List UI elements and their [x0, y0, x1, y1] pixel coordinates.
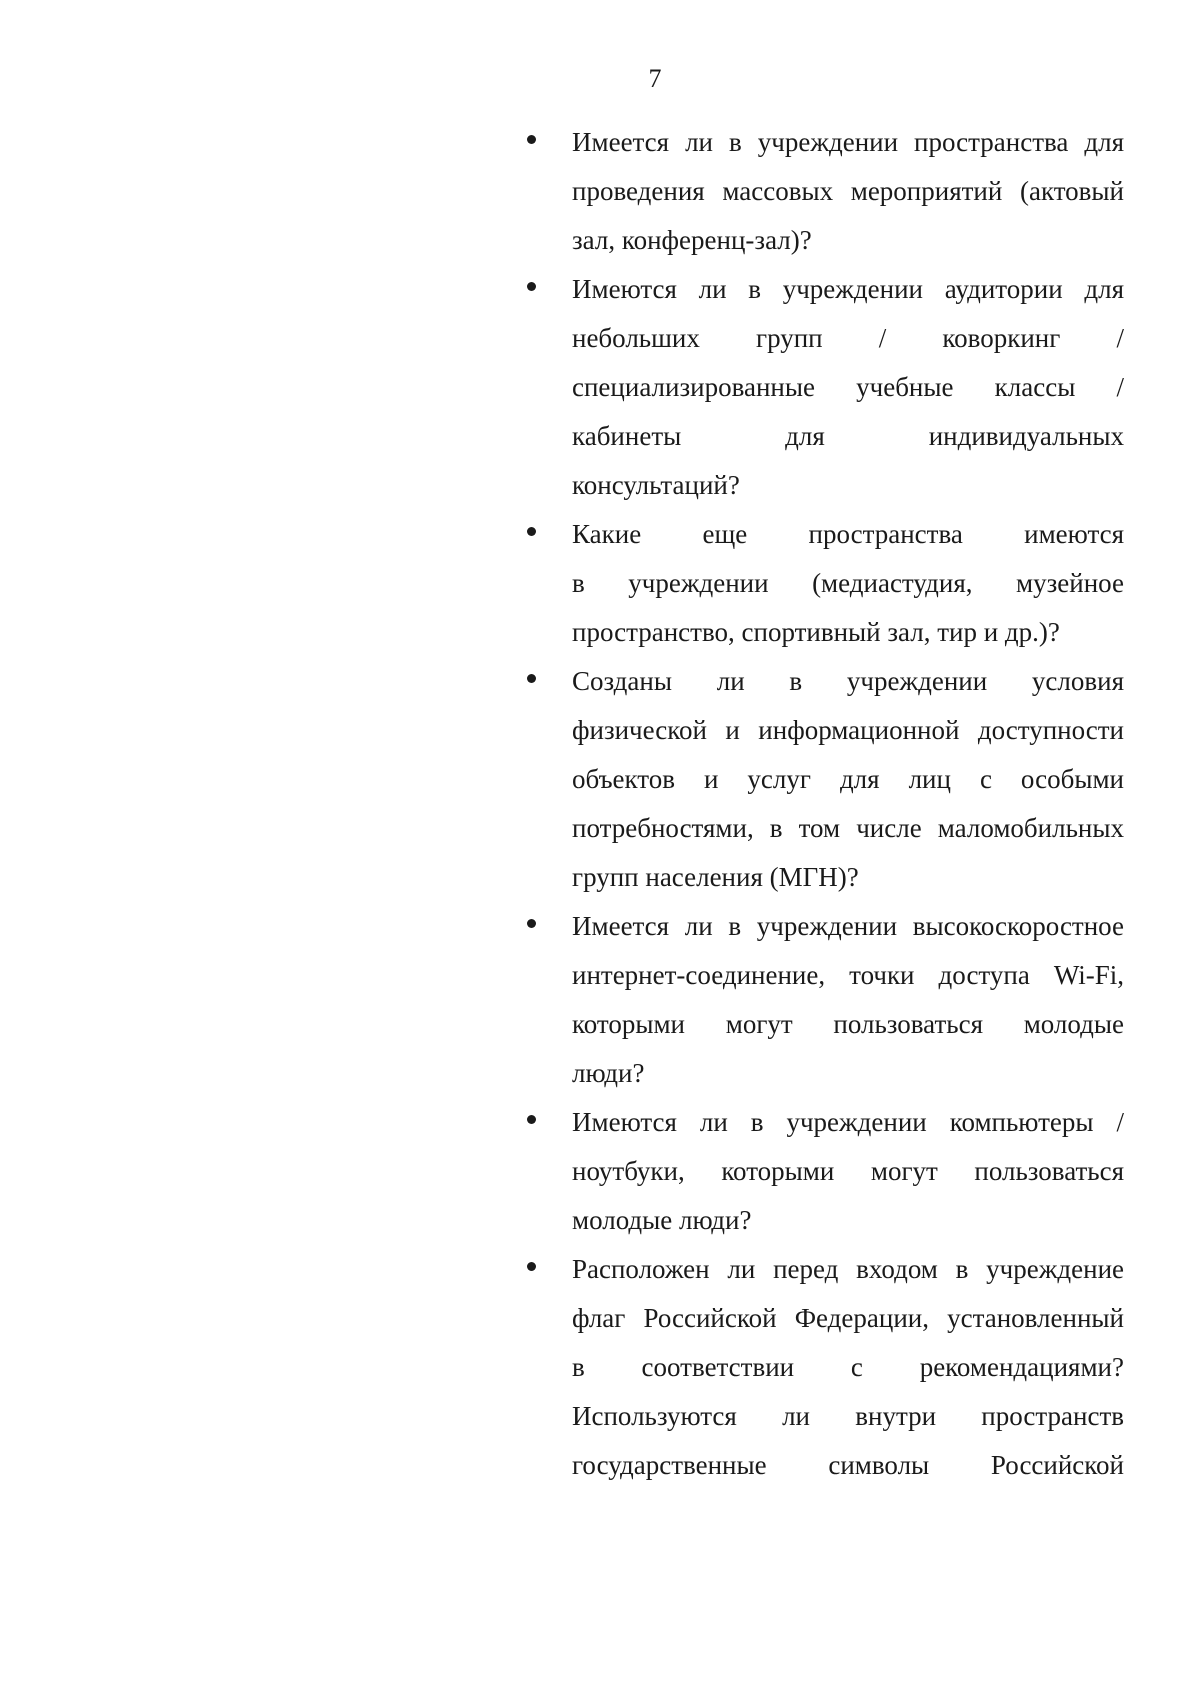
list-item-line: специализированные учебные классы /: [572, 372, 1124, 402]
list-item-line: Используются ли внутри пространств: [572, 1401, 1124, 1431]
question-list-container: [527, 118, 1124, 1490]
list-item: [527, 510, 1124, 657]
list-item-line: объектов и услуг для лиц с особыми: [572, 764, 1124, 794]
list-item-line: небольших групп / коворкинг /: [572, 323, 1124, 353]
bullet-icon: [527, 282, 536, 291]
bullet-icon: [527, 527, 536, 536]
list-item-line: в учреждении (медиастудия, музейное: [572, 568, 1124, 598]
question-list: [527, 118, 1124, 1490]
list-item: [527, 902, 1124, 1098]
bullet-icon: [527, 135, 536, 144]
list-item-line: групп населения (МГН)?: [572, 862, 859, 892]
bullet-icon: [527, 1262, 536, 1271]
bullet-icon: [527, 919, 536, 928]
list-item-line: Имеются ли в учреждении аудитории для: [572, 274, 1124, 304]
list-item-line: Расположен ли перед входом в учреждение: [572, 1254, 1124, 1284]
list-item-line: Какие еще пространства имеются: [572, 519, 1124, 549]
list-item-line: которыми могут пользоваться молодые: [572, 1009, 1124, 1039]
list-item-line: консультаций?: [572, 470, 740, 500]
list-item: [527, 1098, 1124, 1245]
list-item-line: Имеются ли в учреждении компьютеры /: [572, 1107, 1124, 1137]
list-item-line: государственные символы Российской: [572, 1450, 1124, 1480]
page-number: 7: [648, 64, 662, 93]
list-item-line: люди?: [572, 1058, 645, 1088]
list-item-line: ноутбуки, которыми могут пользоваться: [572, 1156, 1124, 1186]
list-item-line: потребностями, в том числе маломобильных: [572, 813, 1124, 843]
list-item-line: пространство, спортивный зал, тир и др.)?: [572, 617, 1060, 647]
bullet-icon: [527, 674, 536, 683]
list-item-line: флаг Российской Федерации, установленный: [572, 1303, 1124, 1333]
list-item-line: проведения массовых мероприятий (актовый: [572, 176, 1124, 206]
list-item-line: Имеется ли в учреждении высокоскоростное: [572, 911, 1124, 941]
list-item: [527, 265, 1124, 510]
list-item-line: Имеется ли в учреждении пространства для: [572, 127, 1124, 157]
bullet-icon: [527, 1115, 536, 1124]
list-item: [527, 1245, 1124, 1490]
list-item-line: в соответствии с рекомендациями?: [572, 1352, 1124, 1382]
list-item-line: кабинеты для индивидуальных: [572, 421, 1124, 451]
list-item: [527, 657, 1124, 902]
list-item-line: молодые люди?: [572, 1205, 752, 1235]
list-item-line: зал, конференц-зал)?: [572, 225, 812, 255]
list-item-line: Созданы ли в учреждении условия: [572, 666, 1124, 696]
list-item-line: интернет-соединение, точки доступа Wi-Fi,: [572, 960, 1124, 990]
list-item: [527, 118, 1124, 265]
list-item-line: физической и информационной доступности: [572, 715, 1124, 745]
